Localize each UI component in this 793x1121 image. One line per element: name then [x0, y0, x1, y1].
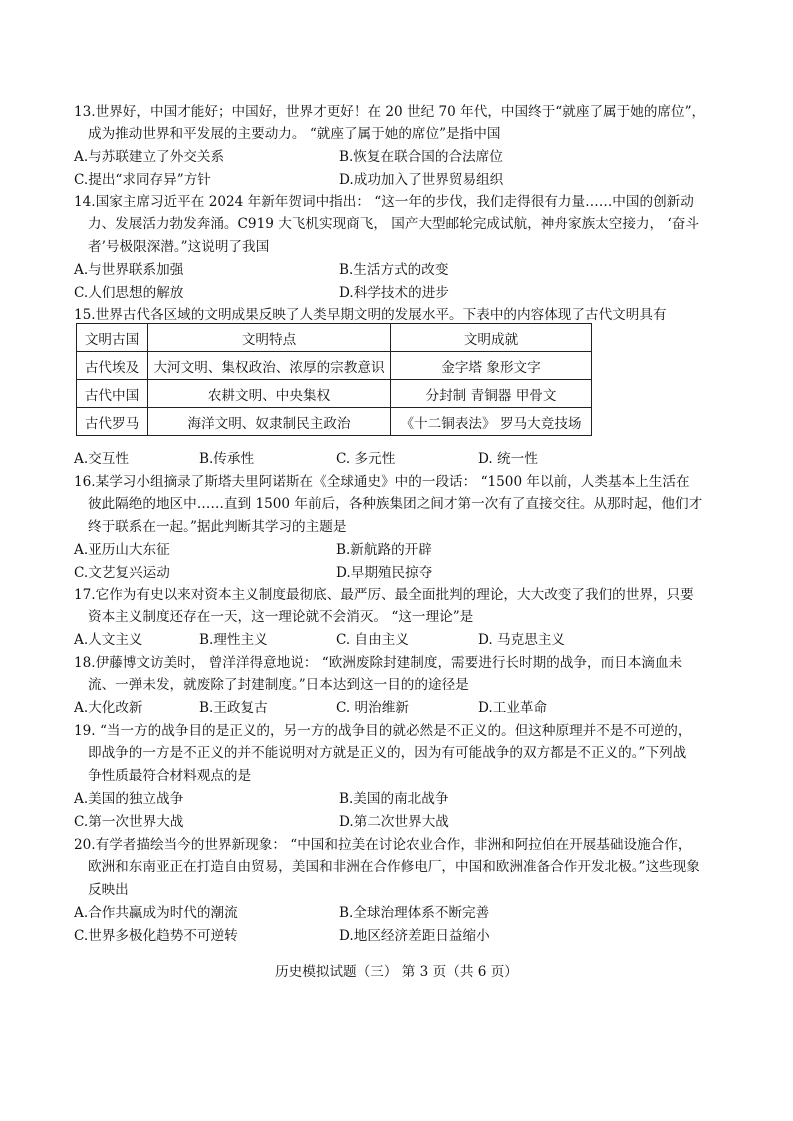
q14-stem-line1: 14.国家主席习近平在 2024 年新年贺词中指出： “这一年的步伐，我们走得很有力量……中国的创新动 — [74, 194, 694, 210]
q13-option-d: D.成功加入了世界贸易组织 — [339, 172, 504, 188]
q18-option-a: A.大化改新 — [74, 700, 143, 716]
q19-option-b: B.美国的南北战争 — [339, 791, 449, 807]
q17-option-a: A.人文主义 — [74, 632, 143, 648]
q19-stem-line1: 19. “当一方的战争目的是正义的，另一方的战争目的就必然是不正义的。但这种原理并不是不可逆的， — [74, 723, 692, 739]
q15-stem-line1: 15.世界古代各区域的文明成果反映了人类早期文明的发展水平。下表中的内容体现了古代文明具有 — [74, 307, 667, 323]
q18-option-c: C. 明治维新 — [336, 700, 409, 716]
q16-option-a: A.亚历山大东征 — [74, 542, 170, 558]
q18-stem-line1: 18.伊藤博文访美时， 曾洋洋得意地说： “欧洲废除封建制度，需要进行长时期的战争，而日本滴血未 — [74, 655, 683, 671]
table-row — [77, 380, 592, 408]
q20-option-d: D.地区经济差距日益缩小 — [339, 928, 490, 944]
q16-stem-line2: 彼此隔绝的地区中……直到 1500 年前后，各种族集团之间才第一次有了直接交往。从那时起，他们才 — [88, 496, 703, 512]
q14-option-a: A.与世界联系加强 — [74, 262, 184, 278]
q17-stem-line2: 资本主义制度还存在一天，这一理论就不会消灭。 “这一理论”是 — [88, 609, 474, 625]
table-header-cell: 文明特点 — [148, 324, 391, 352]
q17-option-d: D. 马克思主义 — [478, 632, 566, 648]
q18-stem-line2: 流、一弹未发，就废除了封建制度。”日本达到这一目的的途径是 — [88, 677, 469, 693]
q13-stem-line1: 13.世界好，中国才能好；中国好，世界才更好！在 20 世纪 70 年代，中国终于“就座了属于她的席位”， — [74, 104, 706, 120]
q13-stem-line2: 成为推动世界和平发展的主要动力。 “就座了属于她的席位”是指中国 — [88, 126, 501, 142]
q20-stem-line2: 欧洲和东南亚正在打造自由贸易，美国和非洲在合作修电厂，中国和欧洲准备合作开发北极。”这些现象 — [88, 859, 700, 875]
q16-stem-line1: 16.某学习小组摘录了斯塔夫里阿诺斯在《全球通史》中的一段话： “1500 年以前，人类基本上生活在 — [74, 474, 690, 490]
civilization-table — [76, 323, 592, 436]
q13-option-c: C.提出“求同存异”方针 — [74, 172, 211, 188]
q19-option-a: A.美国的独立战争 — [74, 791, 184, 807]
q20-option-a: A.合作共赢成为时代的潮流 — [74, 905, 238, 921]
q14-option-c: C.人们思想的解放 — [74, 285, 184, 301]
q19-stem-line2: 即战争的一方是不正义的并不能说明对方就是正义的，因为有可能战争的双方都是不正义的。”下列战 — [88, 745, 687, 761]
table-header-cell: 文明成就 — [391, 324, 592, 352]
table-row — [77, 408, 592, 436]
q20-stem-line1: 20.有学者描绘当今的世界新现象： “中国和拉美在讨论农业合作，非洲和阿拉伯在开展基础设施合作， — [74, 837, 692, 853]
q16-stem-line3: 终于联系在一起。”据此判断其学习的主题是 — [88, 519, 347, 535]
q14-stem-line3: 者’号极限深潜。”这说明了我国 — [88, 239, 270, 255]
table-cell: 海洋文明、奴隶制民主政治 — [148, 408, 391, 436]
table-cell: 金字塔 象形文字 — [391, 352, 592, 380]
q14-option-b: B.生活方式的改变 — [339, 262, 449, 278]
q19-stem-line3: 争性质最符合材料观点的是 — [88, 768, 252, 784]
table-cell: 分封制 青铜器 甲骨文 — [391, 380, 592, 408]
q15-option-a: A.交互性 — [74, 451, 129, 467]
q20-option-b: B.全球治理体系不断完善 — [339, 905, 490, 921]
q17-option-c: C. 自由主义 — [336, 632, 409, 648]
q15-option-c: C. 多元性 — [336, 451, 396, 467]
table-cell: 农耕文明、中央集权 — [148, 380, 391, 408]
q13-option-a: A.与苏联建立了外交关系 — [74, 149, 225, 165]
q14-option-d: D.科学技术的进步 — [339, 285, 449, 301]
q19-option-d: D.第二次世界大战 — [339, 814, 449, 830]
q18-option-b: B.王政复古 — [199, 700, 268, 716]
q20-stem-line3: 反映出 — [88, 882, 129, 898]
table-cell: 《十二铜表法》 罗马大竞技场 — [391, 408, 592, 436]
q13-option-b: B.恢复在联合国的合法席位 — [339, 149, 503, 165]
page-footer: 历史模拟试题（三） 第 3 页（共 6 页） — [275, 964, 518, 980]
q16-option-d: D.早期殖民掠夺 — [336, 565, 433, 581]
q16-option-c: C.文艺复兴运动 — [74, 565, 170, 581]
q14-stem-line2: 力、发展活力勃发奔涌。C919 大飞机实现商飞， 国产大型邮轮完成试航，神舟家族太空接力， ‘奋斗 — [88, 216, 699, 232]
table-row — [77, 352, 592, 380]
q18-option-d: D.工业革命 — [478, 700, 548, 716]
q17-option-b: B.理性主义 — [199, 632, 268, 648]
table-cell: 古代罗马 — [77, 408, 148, 436]
q17-stem-line1: 17.它作为有史以来对资本主义制度最彻底、最严厉、最全面批判的理论，大大改变了我们的世界，只要 — [74, 587, 694, 603]
table-cell: 古代埃及 — [77, 352, 148, 380]
q20-option-c: C.世界多极化趋势不可逆转 — [74, 928, 238, 944]
table-header-cell: 文明古国 — [77, 324, 148, 352]
q15-option-d: D. 统一性 — [478, 451, 538, 467]
table-cell: 古代中国 — [77, 380, 148, 408]
q16-option-b: B.新航路的开辟 — [336, 542, 432, 558]
table-header-row — [77, 324, 592, 352]
q19-option-c: C.第一次世界大战 — [74, 814, 184, 830]
q15-option-b: B.传承性 — [199, 451, 255, 467]
table-cell: 大河文明、集权政治、浓厚的宗教意识 — [148, 352, 391, 380]
